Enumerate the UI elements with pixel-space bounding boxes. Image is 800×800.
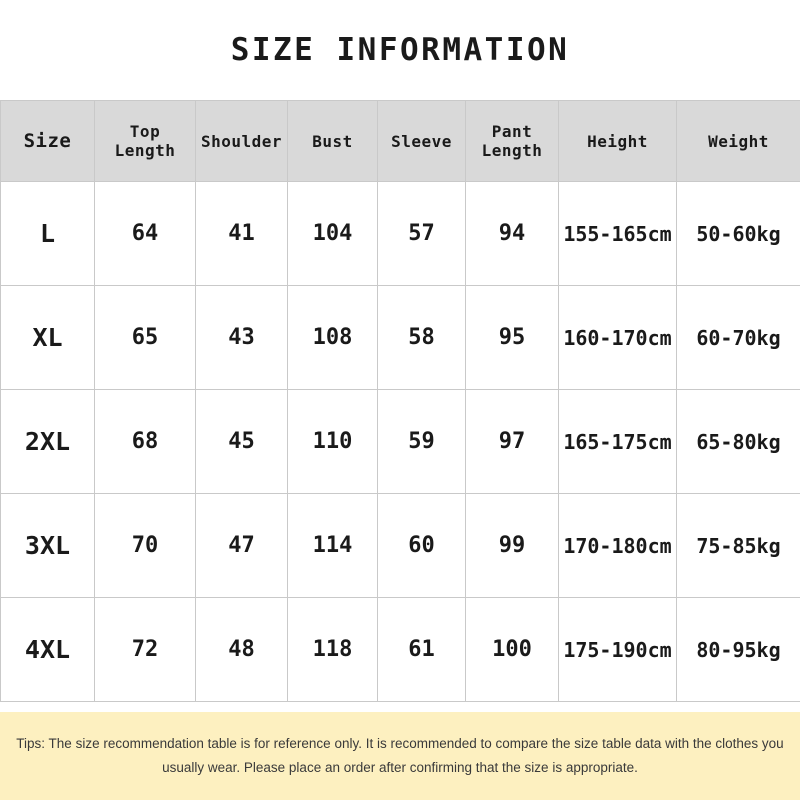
cell-shoulder: 47: [196, 494, 288, 598]
cell-pant-length: 94: [466, 182, 559, 286]
cell-sleeve: 59: [378, 390, 466, 494]
cell-weight: 65-80kg: [677, 390, 800, 494]
cell-pant-length: 95: [466, 286, 559, 390]
size-information-table: [0, 100, 800, 702]
cell-top-length: 65: [95, 286, 196, 390]
cell-sleeve: 57: [378, 182, 466, 286]
cell-pant-length: 97: [466, 390, 559, 494]
column-header-weight: Weight: [677, 101, 800, 182]
cell-bust: 110: [288, 390, 378, 494]
cell-shoulder: 48: [196, 598, 288, 702]
cell-top-length: 70: [95, 494, 196, 598]
cell-bust: 108: [288, 286, 378, 390]
table-row: [1, 390, 800, 494]
cell-size: 2XL: [1, 390, 95, 494]
table-row: [1, 494, 800, 598]
cell-height: 165-175cm: [559, 390, 677, 494]
cell-bust: 104: [288, 182, 378, 286]
cell-weight: 80-95kg: [677, 598, 800, 702]
cell-height: 155-165cm: [559, 182, 677, 286]
cell-bust: 114: [288, 494, 378, 598]
cell-size: 3XL: [1, 494, 95, 598]
title-area: [0, 0, 800, 100]
cell-bust: 118: [288, 598, 378, 702]
cell-height: 175-190cm: [559, 598, 677, 702]
table-header-row: [1, 101, 800, 182]
table-row: [1, 286, 800, 390]
table-row: [1, 598, 800, 702]
cell-top-length: 64: [95, 182, 196, 286]
column-header-pant-length: Pant Length: [466, 101, 559, 182]
cell-shoulder: 41: [196, 182, 288, 286]
cell-size: XL: [1, 286, 95, 390]
column-header-size: Size: [1, 101, 95, 182]
cell-sleeve: 58: [378, 286, 466, 390]
column-header-top-length: Top Length: [95, 101, 196, 182]
cell-pant-length: 100: [466, 598, 559, 702]
column-header-bust: Bust: [288, 101, 378, 182]
cell-weight: 75-85kg: [677, 494, 800, 598]
column-header-shoulder: Shoulder: [196, 101, 288, 182]
column-header-sleeve: Sleeve: [378, 101, 466, 182]
cell-size: 4XL: [1, 598, 95, 702]
cell-weight: 60-70kg: [677, 286, 800, 390]
cell-height: 170-180cm: [559, 494, 677, 598]
tips-banner: [0, 712, 800, 800]
cell-top-length: 72: [95, 598, 196, 702]
table-header: [1, 101, 800, 182]
cell-shoulder: 45: [196, 390, 288, 494]
cell-height: 160-170cm: [559, 286, 677, 390]
table-row: [1, 182, 800, 286]
cell-weight: 50-60kg: [677, 182, 800, 286]
page-title: SIZE INFORMATION: [230, 32, 570, 68]
tips-text: Tips: The size recommendation table is for reference only. It is recommended to compare the size table data with the clothes you usually wear. Please place an order after confirming that the size is appropriate.: [16, 736, 784, 775]
cell-pant-length: 99: [466, 494, 559, 598]
cell-sleeve: 61: [378, 598, 466, 702]
cell-size: L: [1, 182, 95, 286]
cell-sleeve: 60: [378, 494, 466, 598]
cell-shoulder: 43: [196, 286, 288, 390]
cell-top-length: 68: [95, 390, 196, 494]
table-body: [1, 182, 800, 702]
column-header-height: Height: [559, 101, 677, 182]
